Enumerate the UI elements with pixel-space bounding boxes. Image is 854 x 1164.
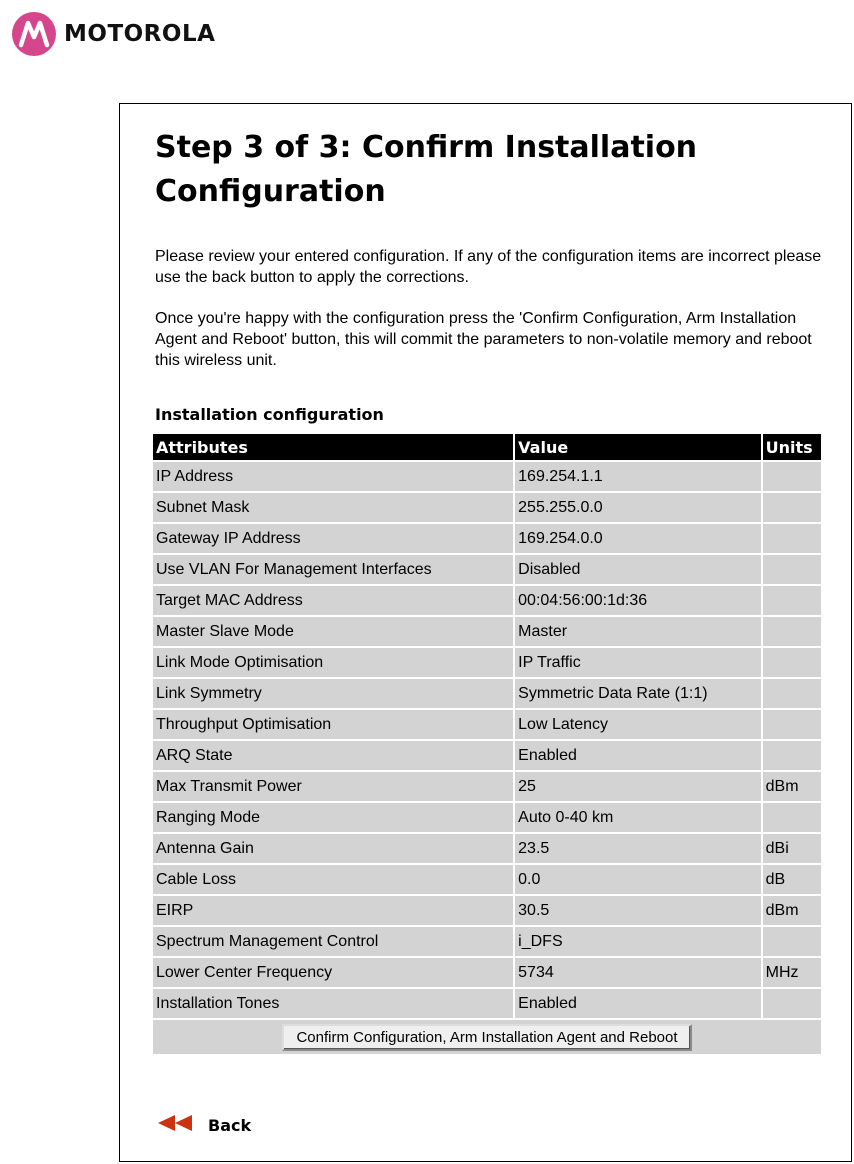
cell-unit: [763, 710, 821, 739]
cell-unit: dBm: [763, 772, 821, 801]
cell-value: IP Traffic: [515, 648, 760, 677]
cell-unit: [763, 648, 821, 677]
table-row: [153, 555, 821, 584]
cell-attribute: Max Transmit Power: [153, 772, 513, 801]
table-row: [153, 586, 821, 615]
cell-value: Disabled: [515, 555, 760, 584]
cell-unit: [763, 524, 821, 553]
cell-unit: dBi: [763, 834, 821, 863]
section-heading: Installation configuration: [155, 405, 384, 424]
cell-value: 0.0: [515, 865, 760, 894]
cell-attribute: Installation Tones: [153, 989, 513, 1018]
cell-attribute: Master Slave Mode: [153, 617, 513, 646]
cell-unit: [763, 989, 821, 1018]
table-row: [153, 989, 821, 1018]
cell-value: Symmetric Data Rate (1:1): [515, 679, 760, 708]
cell-unit: [763, 586, 821, 615]
brand-logo: [12, 12, 215, 56]
back-label: Back: [208, 1116, 252, 1135]
cell-attribute: Cable Loss: [153, 865, 513, 894]
double-left-arrow-icon: [158, 1114, 196, 1137]
header-value: Value: [515, 434, 760, 460]
table-row: [153, 493, 821, 522]
cell-value: Enabled: [515, 989, 760, 1018]
cell-value: 23.5: [515, 834, 760, 863]
cell-attribute: Antenna Gain: [153, 834, 513, 863]
cell-value: Master: [515, 617, 760, 646]
cell-attribute: Spectrum Management Control: [153, 927, 513, 956]
table-row: [153, 927, 821, 956]
cell-attribute: Throughput Optimisation: [153, 710, 513, 739]
table-row: [153, 772, 821, 801]
table-row: [153, 462, 821, 491]
confirm-row: [153, 1020, 821, 1054]
back-link[interactable]: [158, 1114, 251, 1137]
table-row: [153, 679, 821, 708]
cell-attribute: ARQ State: [153, 741, 513, 770]
cell-attribute: Target MAC Address: [153, 586, 513, 615]
brand-name: MOTOROLA: [64, 21, 216, 47]
table-row: [153, 741, 821, 770]
cell-value: 169.254.1.1: [515, 462, 760, 491]
motorola-logo-icon: [12, 12, 56, 56]
cell-value: Enabled: [515, 741, 760, 770]
cell-value: Auto 0-40 km: [515, 803, 760, 832]
cell-value: i_DFS: [515, 927, 760, 956]
confirm-instructions: Once you're happy with the configuration press the 'Confirm Configuration, Arm Installation Agent and Reboot' button, this will commit the parameters to non-volatile memory and reboot this wireless unit.: [155, 310, 812, 369]
table-row: [153, 958, 821, 987]
page-title: Step 3 of 3: Confirm Installation Configuration: [155, 130, 698, 209]
cell-value: 00:04:56:00:1d:36: [515, 586, 760, 615]
table-row: [153, 803, 821, 832]
cell-value: 30.5: [515, 896, 760, 925]
cell-unit: dB: [763, 865, 821, 894]
table-row: [153, 617, 821, 646]
confirm-reboot-button[interactable]: Confirm Configuration, Arm Installation Agent and Reboot: [282, 1024, 691, 1051]
cell-value: 169.254.0.0: [515, 524, 760, 553]
cell-unit: [763, 555, 821, 584]
table-row: [153, 896, 821, 925]
cell-unit: [763, 462, 821, 491]
header-attributes: Attributes: [153, 434, 513, 460]
installation-config-table: [151, 432, 823, 1056]
table-row: [153, 524, 821, 553]
cell-attribute: Lower Center Frequency: [153, 958, 513, 987]
table-row: [153, 865, 821, 894]
cell-unit: MHz: [763, 958, 821, 987]
cell-value: Low Latency: [515, 710, 760, 739]
table-row: [153, 648, 821, 677]
cell-attribute: IP Address: [153, 462, 513, 491]
installation-panel: [119, 103, 852, 1162]
cell-unit: [763, 493, 821, 522]
cell-unit: dBm: [763, 896, 821, 925]
table-row: [153, 710, 821, 739]
cell-attribute: Ranging Mode: [153, 803, 513, 832]
cell-unit: [763, 741, 821, 770]
cell-value: 255.255.0.0: [515, 493, 760, 522]
cell-attribute: EIRP: [153, 896, 513, 925]
cell-attribute: Use VLAN For Management Interfaces: [153, 555, 513, 584]
table-row: [153, 834, 821, 863]
cell-attribute: Gateway IP Address: [153, 524, 513, 553]
cell-unit: [763, 803, 821, 832]
confirm-cell: [153, 1020, 821, 1054]
cell-attribute: Subnet Mask: [153, 493, 513, 522]
cell-unit: [763, 617, 821, 646]
cell-attribute: Link Symmetry: [153, 679, 513, 708]
cell-attribute: Link Mode Optimisation: [153, 648, 513, 677]
cell-unit: [763, 679, 821, 708]
review-instructions: Please review your entered configuration. If any of the configuration items are incorrect please use the back button to apply the corrections.: [155, 248, 822, 286]
table-header-row: [153, 434, 821, 460]
cell-unit: [763, 927, 821, 956]
header-units: Units: [763, 434, 821, 460]
cell-value: 5734: [515, 958, 760, 987]
cell-value: 25: [515, 772, 760, 801]
